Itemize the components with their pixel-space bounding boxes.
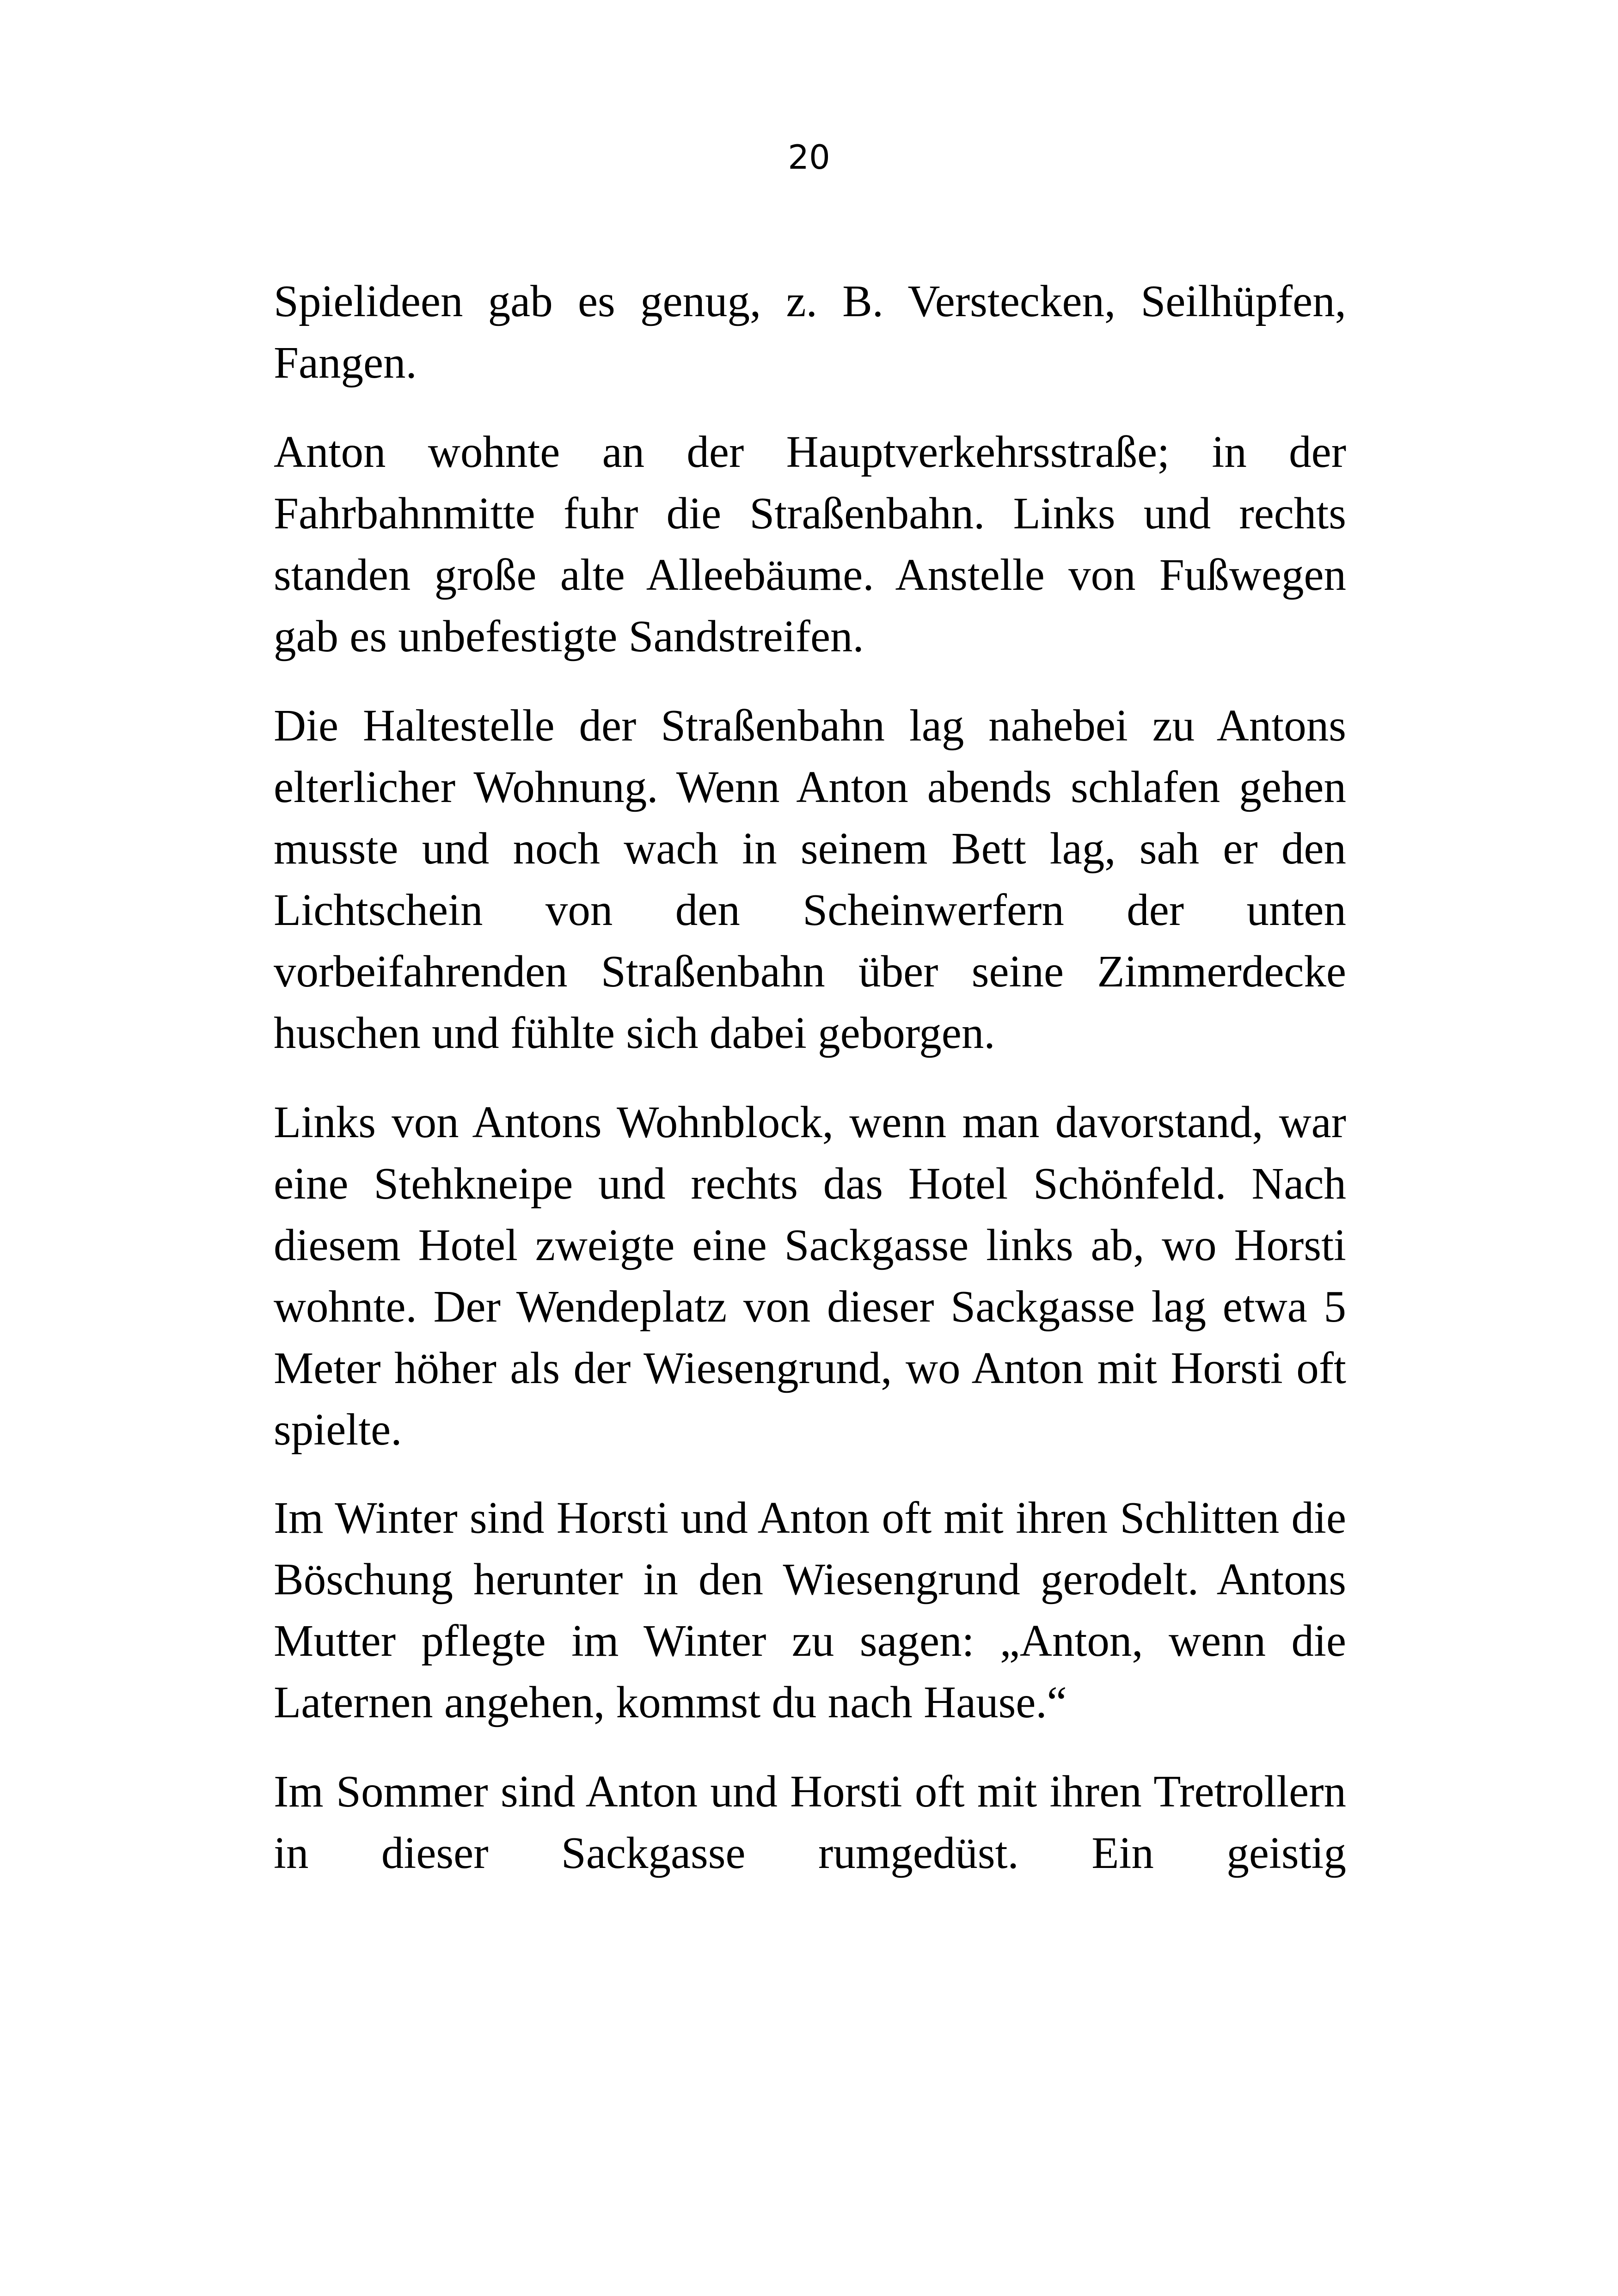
paragraph-3: Die Haltestelle der Straßenbahn lag nahebei zu Antons elterlicher Wohnung. Wenn Anton abends schlafen gehen musste und noch wach in seinem Bett lag, sah er den Lichtschein von den Scheinwerfern der unten vorbeifahrenden Straßenbahn über seine Zimmerdecke huschen und fühlte sich dabei geborgen. (274, 701, 1346, 1058)
paragraph-2: Anton wohnte an der Hauptverkehrsstraße; in der Fahrbahnmitte fuhr die Straßenbahn. Links und rechts standen große alte Alleebäume. Anstelle von Fußwegen gab es unbefestigte Sandstreifen. (274, 427, 1346, 661)
paragraph-5: Im Winter sind Horsti und Anton oft mit ihren Schlitten die Böschung herunter in den Wiesengrund gerodelt. Antons Mutter pflegte im Winter zu sagen: „Anton, wenn die Laternen angehen, kommst du nach Hause.“ (274, 1493, 1346, 1727)
body-text (274, 270, 1346, 1884)
paragraph-6: Im Sommer sind Anton und Horsti oft mit ihren Tretrollern in dieser Sackgasse rumgedüst. Ein geistig (274, 1767, 1346, 1878)
paragraph-4: Links von Antons Wohnblock, wenn man davorstand, war eine Stehkneipe und rechts das Hotel Schönfeld. Nach diesem Hotel zweigte eine Sackgasse links ab, wo Horsti wohnte. Der Wendeplatz von dieser Sackgasse lag etwa 5 Meter höher als der Wiesengrund, wo Anton mit Horsti oft spielte. (274, 1097, 1346, 1454)
page-number: 20 (788, 138, 830, 177)
paragraph-1: Spielideen gab es genug, z. B. Verstecken, Seilhüpfen, Fangen. (274, 276, 1346, 387)
